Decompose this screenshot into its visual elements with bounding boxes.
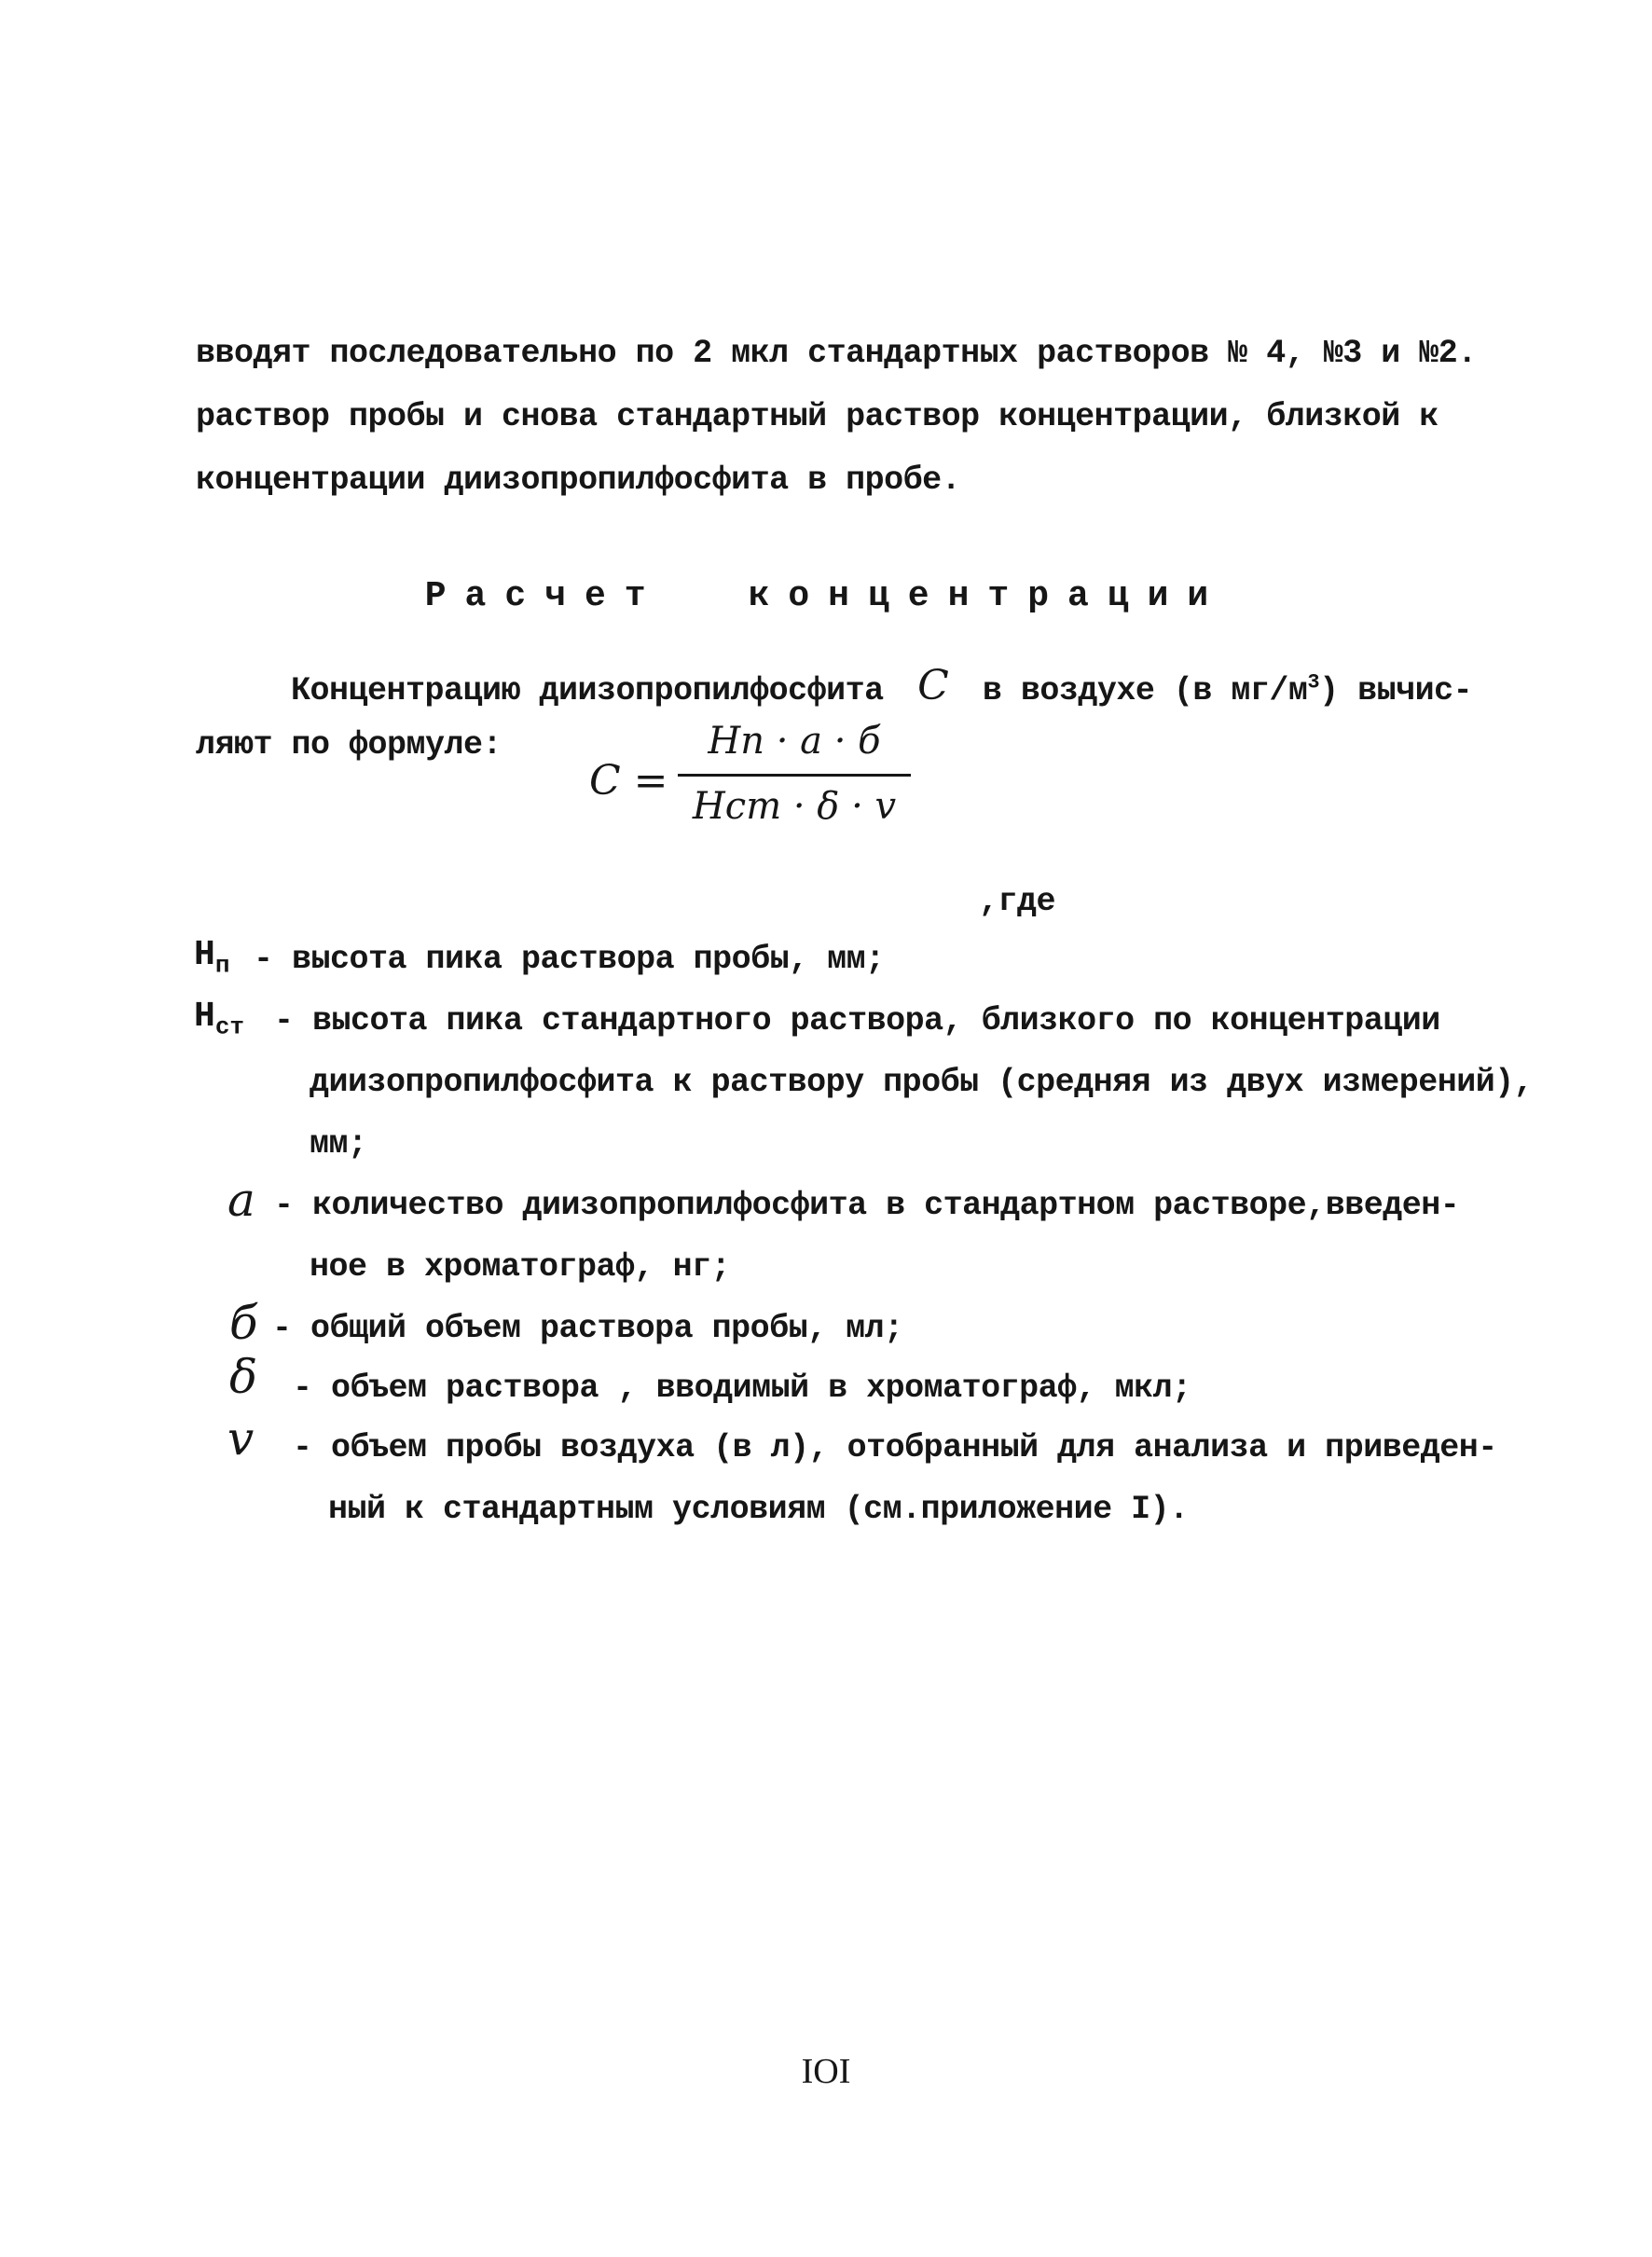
page-number: IOI (801, 2052, 851, 2091)
formula-denominator: Hст · δ · v (692, 785, 897, 828)
a-symbol: a (227, 1173, 255, 1227)
hst-definition-line-1: - высота пика стандартного раствора, близкого по концентрации (274, 1002, 1440, 1039)
hp-definition: - высота пика раствора пробы, мм; (254, 941, 885, 978)
intro-line-1: вводят последовательно по 2 мкл стандартных растворов № 4, №3 и №2. (196, 335, 1477, 372)
hst-symbol: $H_{ст}$ (194, 997, 245, 1041)
hst-definition-line-2: диизопропилфосфита к раствору пробы (средняя из двух измерений), (310, 1064, 1534, 1101)
unit-superscript: 3 (1307, 670, 1320, 695)
intro-line-3: концентрации диизопропилфосфита в пробе. (196, 461, 961, 499)
a-definition-line-1: - количество диизопропилфосфита в стандартном растворе,введен- (274, 1187, 1460, 1224)
formula-numerator: Hп · a · б (708, 720, 881, 763)
v-definition-line-2: ный к стандартным условиям (см.приложение I). (328, 1491, 1189, 1528)
hst-definition-line-3: мм; (310, 1125, 367, 1163)
calc-line-2: ляют по формуле: (196, 726, 502, 764)
v-definition-line-1: - объем пробы воздуха (в л), отобранный для анализа и приведен- (293, 1429, 1497, 1466)
formula-lhs: C = (589, 757, 668, 805)
concentration-symbol: C (917, 662, 949, 709)
intro-line-2: раствор пробы и снова стандартный раствор концентрации, близкой к (196, 398, 1439, 435)
a-definition-line-2: ное в хроматограф, нг; (310, 1248, 731, 1286)
formula-fraction-bar (678, 774, 911, 777)
d-definition: - объем раствора , вводимый в хроматограф, мкл; (293, 1369, 1191, 1407)
d-symbol: δ (229, 1350, 258, 1404)
calc-line-1-part-3: ) вычис- (1319, 672, 1473, 709)
section-title-word-2: концентрации (748, 576, 1228, 616)
calc-line-1 (291, 662, 1473, 709)
b-symbol: б (229, 1296, 258, 1350)
hp-symbol: $H_п$ (194, 935, 230, 980)
v-symbol: v (227, 1411, 255, 1466)
section-title-word-1: Расчет (424, 576, 665, 616)
calc-line-1-part-1: Концентрацию диизопропилфосфита (291, 672, 884, 709)
calc-line-1-part-2: в воздухе (в мг/м (982, 672, 1308, 709)
formula-where: ,где (979, 883, 1056, 920)
section-title (0, 576, 1652, 616)
concentration-formula (589, 720, 906, 841)
b-definition: - общий объем раствора пробы, мл; (272, 1310, 903, 1347)
